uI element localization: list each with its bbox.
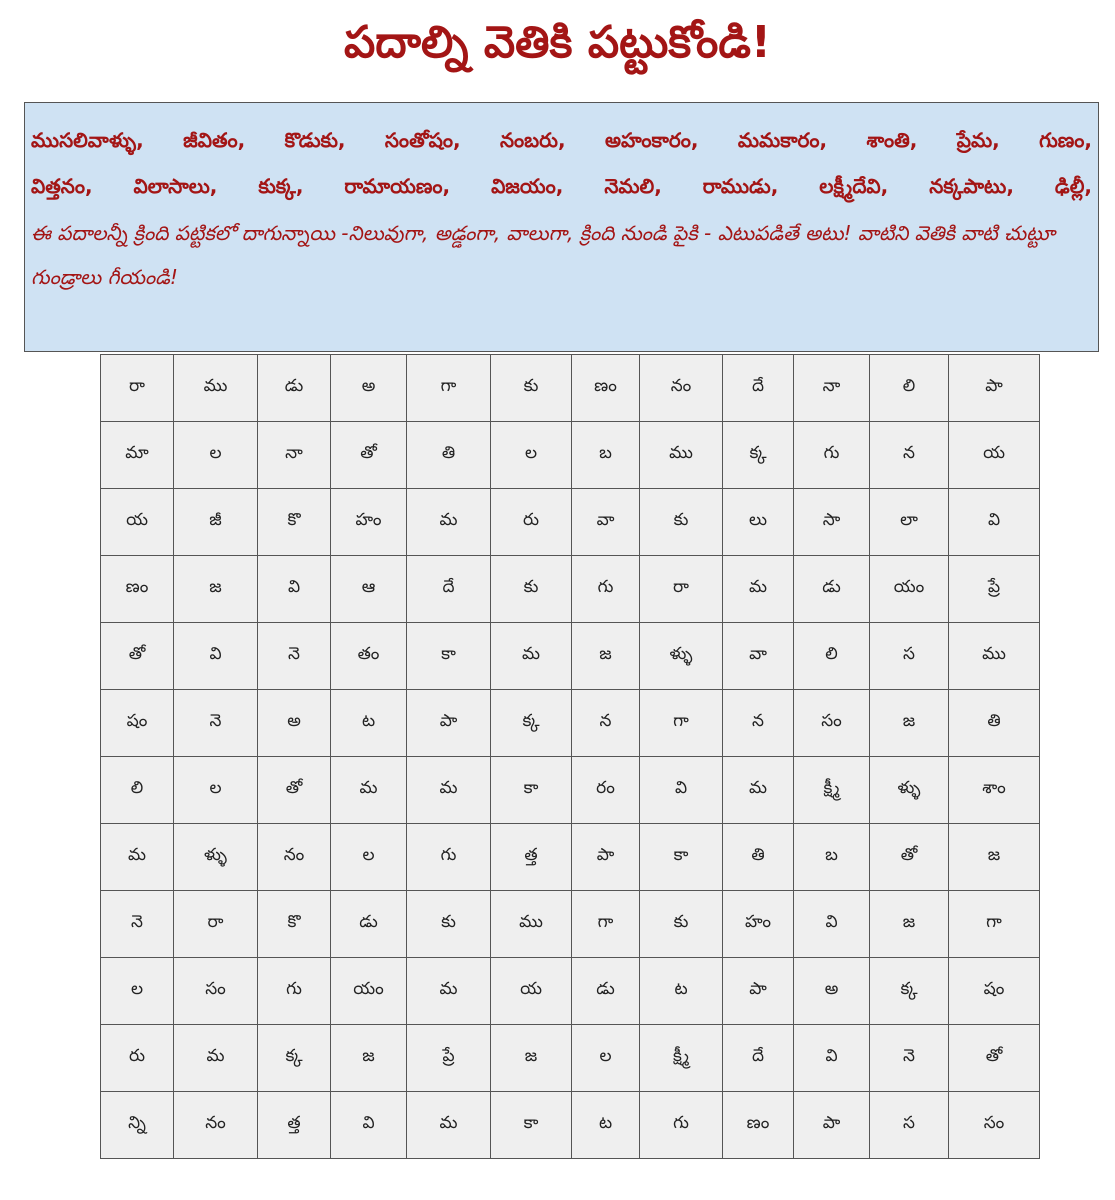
grid-cell[interactable]: ప్రే — [949, 556, 1040, 623]
grid-cell[interactable]: ళ్ళు — [174, 824, 258, 891]
grid-cell[interactable]: స — [870, 623, 949, 690]
grid-cell[interactable]: ల — [174, 422, 258, 489]
grid-cell[interactable]: కా — [640, 824, 723, 891]
grid-cell[interactable]: వి — [258, 556, 331, 623]
grid-cell[interactable]: రం — [572, 757, 640, 824]
grid-cell[interactable]: నా — [258, 422, 331, 489]
grid-cell[interactable]: కా — [491, 757, 572, 824]
grid-cell[interactable]: రా — [174, 891, 258, 958]
grid-row — [101, 1092, 1040, 1159]
grid-cell[interactable]: మా — [101, 422, 174, 489]
grid-cell[interactable]: ము — [949, 623, 1040, 690]
grid-cell[interactable]: జ — [870, 690, 949, 757]
grid-cell[interactable]: లు — [723, 489, 794, 556]
grid-cell[interactable]: కు — [640, 891, 723, 958]
grid-cell[interactable]: వి — [794, 1025, 870, 1092]
grid-row — [101, 489, 1040, 556]
grid-cell[interactable]: త్త — [258, 1092, 331, 1159]
grid-cell[interactable]: వా — [723, 623, 794, 690]
grid-cell[interactable]: అ — [331, 355, 407, 422]
grid-cell[interactable]: గా — [572, 891, 640, 958]
grid-cell[interactable]: య — [101, 489, 174, 556]
word-list-panel — [24, 102, 1099, 352]
grid-row — [101, 824, 1040, 891]
grid-cell[interactable]: తం — [331, 623, 407, 690]
grid-cell[interactable]: మ — [174, 1025, 258, 1092]
grid-cell[interactable]: వి — [331, 1092, 407, 1159]
grid-cell[interactable]: త్త — [491, 824, 572, 891]
grid-cell[interactable]: మ — [407, 489, 491, 556]
grid-cell[interactable]: న — [572, 690, 640, 757]
grid-cell[interactable]: ణం — [723, 1092, 794, 1159]
grid-cell[interactable]: క్ష్మీ — [794, 757, 870, 824]
grid-cell[interactable]: మ — [101, 824, 174, 891]
grid-cell[interactable]: తో — [101, 623, 174, 690]
grid-cell[interactable]: ణం — [572, 355, 640, 422]
grid-cell[interactable]: నె — [258, 623, 331, 690]
grid-cell[interactable]: న్ని — [101, 1092, 174, 1159]
grid-cell[interactable]: గు — [407, 824, 491, 891]
grid-cell[interactable]: ల — [331, 824, 407, 891]
grid-cell[interactable]: సా — [794, 489, 870, 556]
grid-cell[interactable]: ప్రే — [407, 1025, 491, 1092]
grid-cell[interactable]: గు — [794, 422, 870, 489]
grid-cell[interactable]: కు — [491, 556, 572, 623]
grid-cell[interactable]: కు — [491, 355, 572, 422]
grid-cell[interactable]: తి — [949, 690, 1040, 757]
grid-cell[interactable]: క్క — [723, 422, 794, 489]
grid-cell[interactable]: కొ — [258, 891, 331, 958]
grid-cell[interactable]: సం — [794, 690, 870, 757]
grid-cell[interactable]: రా — [101, 355, 174, 422]
grid-cell[interactable]: తో — [258, 757, 331, 824]
instructions-text: ఈ పదాలన్నీ క్రింది పట్టికలో దాగున్నాయి -నిలువుగా, అడ్డంగా, వాలుగా, క్రింది నుండి పైకి - ఎటుపడితే అటు! వాటిని వెతికి వాటి చుట్టూ గుండ్రాలు గీయండి! — [31, 221, 1056, 289]
grid-row — [101, 623, 1040, 690]
grid-cell[interactable]: ళ్ళు — [640, 623, 723, 690]
grid-cell[interactable]: దే — [723, 1025, 794, 1092]
grid-cell[interactable]: ల — [572, 1025, 640, 1092]
grid-cell[interactable]: దే — [407, 556, 491, 623]
grid-cell[interactable]: హం — [331, 489, 407, 556]
grid-cell[interactable]: గు — [258, 958, 331, 1025]
grid-cell[interactable]: తి — [407, 422, 491, 489]
grid-cell[interactable]: డు — [572, 958, 640, 1025]
grid-cell[interactable]: కొ — [258, 489, 331, 556]
grid-row — [101, 355, 1040, 422]
grid-cell[interactable]: యం — [870, 556, 949, 623]
grid-cell[interactable]: ము — [491, 891, 572, 958]
grid-cell[interactable]: వా — [572, 489, 640, 556]
grid-cell[interactable]: రు — [101, 1025, 174, 1092]
grid-cell[interactable]: షం — [101, 690, 174, 757]
grid-cell[interactable]: ళ్ళు — [870, 757, 949, 824]
grid-cell[interactable]: అ — [258, 690, 331, 757]
word-search-grid — [100, 354, 1040, 1159]
grid-cell[interactable]: బ — [572, 422, 640, 489]
grid-cell[interactable]: ట — [640, 958, 723, 1025]
grid-cell[interactable]: రా — [640, 556, 723, 623]
grid-cell[interactable]: సం — [949, 1092, 1040, 1159]
grid-cell[interactable]: మ — [331, 757, 407, 824]
word-list-line-1: ముసలివాళ్ళు, జీవితం, కొడుకు, సంతోషం, నంబరు, అహంకారం, మమకారం, శాంతి, ప్రేమ, గుణం, — [31, 128, 1092, 152]
grid-cell[interactable]: కు — [407, 891, 491, 958]
grid-cell[interactable]: తో — [331, 422, 407, 489]
grid-cell[interactable]: లా — [870, 489, 949, 556]
grid-cell[interactable]: మ — [491, 623, 572, 690]
grid-cell[interactable]: జ — [491, 1025, 572, 1092]
grid-cell[interactable]: పా — [572, 824, 640, 891]
grid-cell[interactable]: షం — [949, 958, 1040, 1025]
grid-cell[interactable]: మ — [723, 556, 794, 623]
grid-cell[interactable]: ఆ — [331, 556, 407, 623]
grid-cell[interactable]: లి — [101, 757, 174, 824]
grid-cell[interactable]: లి — [794, 623, 870, 690]
grid-cell[interactable]: ణం — [101, 556, 174, 623]
grid-cell[interactable]: డు — [794, 556, 870, 623]
grid-cell[interactable]: వి — [794, 891, 870, 958]
grid-cell[interactable]: నె — [870, 1025, 949, 1092]
grid-row — [101, 958, 1040, 1025]
grid-cell[interactable]: ల — [491, 422, 572, 489]
grid-cell[interactable]: మ — [407, 958, 491, 1025]
grid-cell[interactable]: రు — [491, 489, 572, 556]
grid-cell[interactable]: సం — [174, 958, 258, 1025]
grid-cell[interactable]: ము — [174, 355, 258, 422]
grid-cell[interactable]: పా — [949, 355, 1040, 422]
grid-cell[interactable]: అ — [794, 958, 870, 1025]
grid-cell[interactable]: జ — [331, 1025, 407, 1092]
grid-cell[interactable]: నం — [640, 355, 723, 422]
grid-cell[interactable]: క్క — [870, 958, 949, 1025]
grid-row — [101, 422, 1040, 489]
grid-cell[interactable]: గా — [407, 355, 491, 422]
grid-cell[interactable]: వి — [174, 623, 258, 690]
page-title: పదాల్ని వెతికి పట్టుకోండి! — [344, 17, 771, 68]
grid-cell[interactable]: జ — [870, 891, 949, 958]
grid-cell[interactable]: న — [870, 422, 949, 489]
grid-cell[interactable]: క్ష్మీ — [640, 1025, 723, 1092]
grid-cell[interactable]: శాం — [949, 757, 1040, 824]
grid-cell[interactable]: న — [723, 690, 794, 757]
grid-row — [101, 556, 1040, 623]
grid-cell[interactable]: కా — [407, 623, 491, 690]
grid-cell[interactable]: నం — [258, 824, 331, 891]
grid-cell[interactable]: మ — [407, 757, 491, 824]
grid-cell[interactable]: ల — [101, 958, 174, 1025]
grid-cell[interactable]: తి — [723, 824, 794, 891]
grid-cell[interactable]: జ — [949, 824, 1040, 891]
grid-cell[interactable]: తో — [949, 1025, 1040, 1092]
grid-cell[interactable]: కు — [640, 489, 723, 556]
grid-cell[interactable]: గు — [640, 1092, 723, 1159]
grid-cell[interactable]: క్క — [258, 1025, 331, 1092]
grid-cell[interactable]: క్క — [491, 690, 572, 757]
grid-cell[interactable]: జీ — [174, 489, 258, 556]
grid-row — [101, 690, 1040, 757]
grid-cell[interactable]: హం — [723, 891, 794, 958]
grid-cell[interactable]: ట — [331, 690, 407, 757]
grid-cell[interactable]: డు — [258, 355, 331, 422]
grid-cell[interactable]: నం — [174, 1092, 258, 1159]
grid-cell[interactable]: నా — [794, 355, 870, 422]
grid-cell[interactable]: య — [491, 958, 572, 1025]
grid-row — [101, 891, 1040, 958]
grid-row — [101, 757, 1040, 824]
grid-cell[interactable]: బ — [794, 824, 870, 891]
grid-cell[interactable]: స — [870, 1092, 949, 1159]
grid-cell[interactable]: తో — [870, 824, 949, 891]
grid-cell[interactable]: పా — [794, 1092, 870, 1159]
grid-cell[interactable]: వి — [640, 757, 723, 824]
grid-cell[interactable]: దే — [723, 355, 794, 422]
grid-cell[interactable]: పా — [723, 958, 794, 1025]
grid-cell[interactable]: లి — [870, 355, 949, 422]
grid-cell[interactable]: నె — [101, 891, 174, 958]
grid-cell[interactable]: కా — [491, 1092, 572, 1159]
grid-cell[interactable]: గు — [572, 556, 640, 623]
grid-cell[interactable]: పా — [407, 690, 491, 757]
grid-cell[interactable]: గా — [949, 891, 1040, 958]
grid-cell[interactable]: డు — [331, 891, 407, 958]
grid-cell[interactable]: వి — [949, 489, 1040, 556]
grid-cell[interactable]: గా — [640, 690, 723, 757]
grid-cell[interactable]: య — [949, 422, 1040, 489]
grid-cell[interactable]: జ — [174, 556, 258, 623]
grid-cell[interactable]: యం — [331, 958, 407, 1025]
word-list-line-2: విత్తనం, విలాసాలు, కుక్క, రామాయణం, విజయం, నెమలి, రాముడు, లక్ష్మీదేవి, నక్కపాటు, ఢిల్లీ, — [31, 174, 1092, 198]
grid-cell[interactable]: నె — [174, 690, 258, 757]
grid-row — [101, 1025, 1040, 1092]
grid-cell[interactable]: జ — [572, 623, 640, 690]
grid-cell[interactable]: ల — [174, 757, 258, 824]
grid-cell[interactable]: మ — [407, 1092, 491, 1159]
grid-cell[interactable]: మ — [723, 757, 794, 824]
grid-cell[interactable]: ట — [572, 1092, 640, 1159]
grid-cell[interactable]: ము — [640, 422, 723, 489]
